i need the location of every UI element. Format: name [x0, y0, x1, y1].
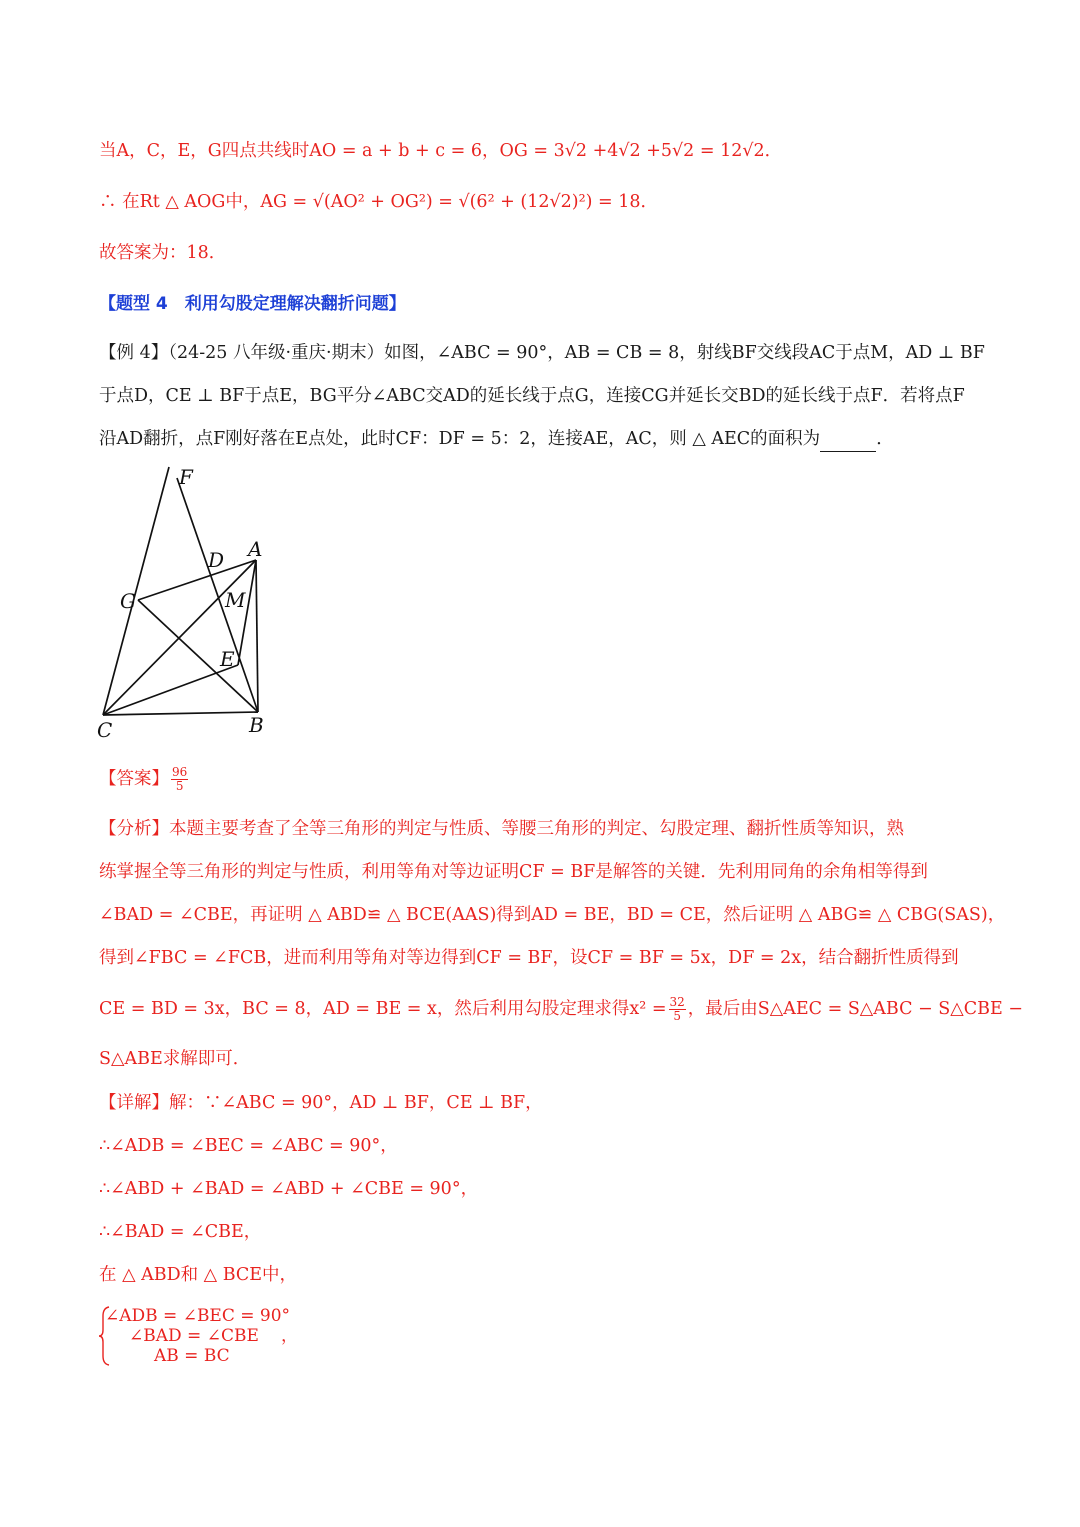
solution-line-ag: ∴ 在Rt △ AOG中，AG = √(AO² + OG²) = √(6² + (12√2)²) = 18． — [99, 192, 658, 212]
analysis-line-1: 【分析】本题主要考查了全等三角形的判定与性质、等腰三角形的判定、勾股定理、翻折性质等知识，熟 — [99, 819, 904, 839]
condition-1: ∠ADB = ∠BEC = 90° — [105, 1306, 291, 1326]
segment-cb — [103, 712, 258, 715]
example-line-2: 于点D，CE ⊥ BF于点E，BG平分∠ABC交AD的延长线于点G，连接CG并延长交BD的延长线于点F．若将点F — [99, 386, 965, 406]
label-c: C — [97, 718, 113, 742]
label-d: D — [208, 548, 225, 572]
detail-line-5: 在 △ ABD和 △ BCE中， — [99, 1265, 298, 1285]
label-m: M — [225, 588, 246, 612]
solution-line-answer: 故答案为：18． — [99, 243, 227, 263]
analysis-line-5-b: ，最后由S△AEC = S△ABC − S△CBE − — [687, 999, 1023, 1019]
label-g: G — [120, 589, 136, 613]
answer-fraction — [171, 766, 188, 793]
answer-line — [99, 766, 190, 793]
example-line-3-text: 沿AD翻折，点F刚好落在E点处，此时CF：DF = 5：2，连接AE，AC，则 △ AEC的面积为 — [99, 429, 821, 449]
section-title: 【题型 4 利用勾股定理解决翻折问题】 — [99, 294, 406, 314]
x-squared-fraction — [669, 996, 686, 1023]
answer-label: 【答案】 — [99, 769, 169, 789]
detail-line-1: 【详解】解：∵∠ABC = 90°，AD ⊥ BF，CE ⊥ BF， — [99, 1093, 543, 1113]
segment-ba — [256, 560, 258, 712]
answer-denominator: 5 — [175, 779, 184, 793]
segment-ce — [103, 665, 238, 715]
condition-2: ∠BAD = ∠CBE — [129, 1326, 259, 1346]
example-line-1: 【例 4】（24-25 八年级·重庆·期末）如图，∠ABC = 90°，AB = CB = 8，射线BF交线段AC于点M，AD ⊥ BF — [99, 343, 985, 363]
answer-blank — [820, 435, 876, 452]
example-line-3-end: ． — [876, 429, 894, 449]
label-f: F — [179, 465, 193, 489]
analysis-line-5 — [99, 996, 1023, 1023]
analysis-line-2: 练掌握全等三角形的判定与性质，利用等角对等边证明CF = BF是解答的关键．先利用同角的余角相等得到 — [99, 862, 928, 882]
detail-line-2: ∴∠ADB = ∠BEC = ∠ABC = 90°， — [99, 1136, 398, 1156]
x-squared-denominator: 5 — [673, 1009, 681, 1023]
analysis-line-5-a: CE = BD = 3x，BC = 8，AD = BE = x，然后利用勾股定理求得x² = — [99, 999, 667, 1019]
solution-line-collinear: 当A，C，E，G四点共线时AO = a + b + c = 6，OG = 3√2 +4√2 +5√2 = 12√2． — [99, 141, 783, 161]
label-a: A — [248, 537, 263, 561]
segment-bf — [177, 478, 258, 712]
example-line-3 — [99, 426, 894, 452]
label-e: E — [220, 647, 235, 671]
detail-line-4: ∴∠BAD = ∠CBE， — [99, 1222, 262, 1242]
x-squared-numerator: 32 — [669, 995, 685, 1009]
answer-numerator: 96 — [172, 765, 188, 779]
analysis-line-4: 得到∠FBC = ∠FCB，进而利用等角对等边得到CF = BF，设CF = BF = 5x，DF = 2x，结合翻折性质得到 — [99, 948, 959, 968]
condition-comma: ， — [281, 1326, 298, 1346]
analysis-line-6: S△ABE求解即可． — [99, 1049, 251, 1069]
detail-line-3: ∴∠ABD + ∠BAD = ∠ABD + ∠CBE = 90°， — [99, 1179, 479, 1199]
segment-cf — [103, 467, 169, 715]
geometry-figure — [90, 460, 280, 750]
analysis-line-3: ∠BAD = ∠CBE，再证明 △ ABD≌ △ BCE(AAS)得到AD = BE，BD = CE，然后证明 △ ABG≌ △ CBG(SAS)， — [99, 905, 1006, 925]
label-b: B — [249, 713, 264, 737]
condition-3: AB = BC — [154, 1346, 230, 1366]
